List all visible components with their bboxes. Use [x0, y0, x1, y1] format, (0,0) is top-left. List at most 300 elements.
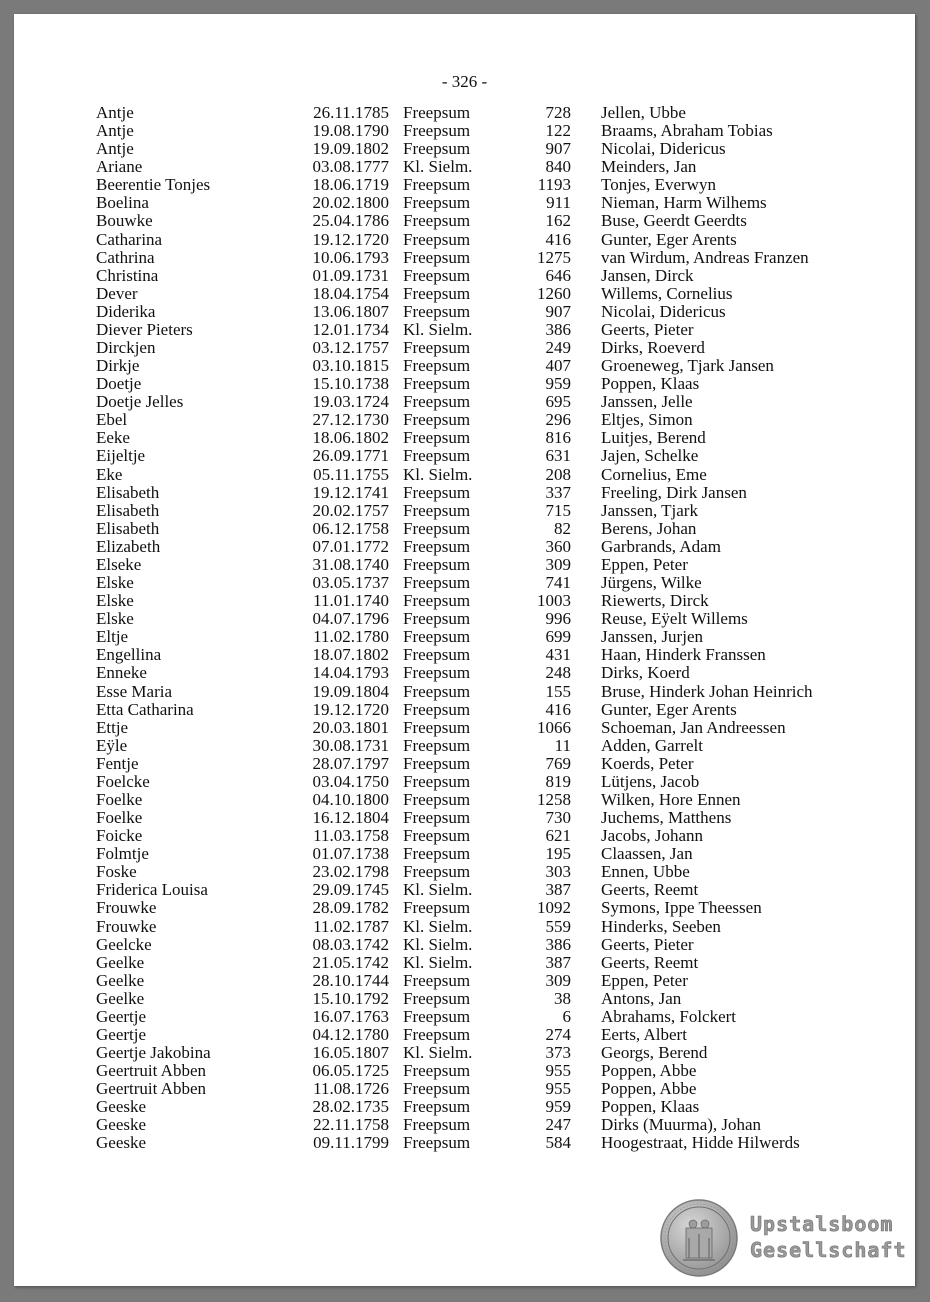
- entry-place: Freepsum: [403, 1006, 471, 1026]
- entry-name: Antje: [96, 139, 134, 159]
- entry-place: Freepsum: [403, 609, 471, 629]
- watermark: [659, 1198, 919, 1278]
- entry-name: Geertje: [96, 1024, 147, 1044]
- entry-name: Geertruit Abben: [96, 1061, 206, 1081]
- entry-row: [96, 863, 856, 881]
- entry-place: Freepsum: [403, 247, 471, 267]
- entry-date: 19.08.1790: [312, 121, 389, 141]
- entry-row: [96, 664, 856, 682]
- entry-date: 18.06.1719: [312, 175, 389, 195]
- entry-row: [96, 1116, 856, 1134]
- seal-icon: [659, 1198, 739, 1278]
- entry-name: Geelke: [96, 970, 145, 990]
- entry-place: Freepsum: [403, 410, 471, 430]
- entry-name: Foicke: [96, 826, 143, 846]
- entry-name: Doetje: [96, 374, 142, 394]
- entry-number: 309: [545, 554, 571, 574]
- entry-date: 04.10.1800: [312, 789, 389, 809]
- entry-number: 907: [545, 301, 571, 321]
- entry-name: Dever: [96, 283, 138, 303]
- entry-number: 559: [545, 916, 571, 936]
- entry-row: [96, 538, 856, 556]
- entry-name: Geertje Jakobina: [96, 1043, 211, 1063]
- entry-date: 26.09.1771: [312, 446, 389, 466]
- entry-row: [96, 285, 856, 303]
- entry-place: Freepsum: [403, 338, 471, 358]
- entry-date: 20.03.1801: [312, 717, 389, 737]
- entry-row: [96, 375, 856, 393]
- entry-name: Dirckjen: [96, 338, 156, 358]
- entry-row: [96, 502, 856, 520]
- entry-place: Freepsum: [403, 500, 471, 520]
- page-number: - 326 -: [441, 72, 488, 91]
- entry-name: Elisabeth: [96, 518, 160, 538]
- entry-place: Freepsum: [403, 265, 471, 285]
- entry-parent: Poppen, Klaas: [601, 1097, 700, 1117]
- entry-name: Fentje: [96, 753, 139, 773]
- entry-row: [96, 737, 856, 755]
- entry-date: 04.07.1796: [312, 609, 389, 629]
- entry-place: Freepsum: [403, 446, 471, 466]
- entry-number: 386: [545, 319, 571, 339]
- entry-parent: Ennen, Ubbe: [601, 862, 690, 882]
- entry-name: Foske: [96, 862, 137, 882]
- entry-parent: Braams, Abraham Tobias: [601, 121, 773, 141]
- entry-parent: Jellen, Ubbe: [601, 103, 686, 122]
- entry-number: 1258: [537, 789, 571, 809]
- entry-date: 09.11.1799: [313, 1133, 389, 1153]
- entry-name: Elizabeth: [96, 536, 161, 556]
- entry-row: [96, 466, 856, 484]
- entry-name: Eÿle: [96, 735, 128, 755]
- entry-name: Elske: [96, 573, 134, 593]
- entry-row: [96, 447, 856, 465]
- entry-date: 03.05.1737: [312, 573, 389, 593]
- entry-place: Freepsum: [403, 988, 471, 1008]
- register-entries: [96, 104, 856, 1153]
- entry-row: [96, 484, 856, 502]
- entry-name: Geeske: [96, 1097, 147, 1117]
- entry-place: Freepsum: [403, 826, 471, 846]
- entry-parent: Garbrands, Adam: [601, 536, 721, 556]
- entry-number: 407: [545, 356, 571, 376]
- entry-date: 03.12.1757: [312, 338, 389, 358]
- watermark-line-2: Gesellschaft: [750, 1238, 907, 1262]
- entry-name: Beerentie Tonjes: [96, 175, 211, 195]
- entry-parent: Janssen, Jurjen: [601, 627, 703, 647]
- entry-number: 309: [545, 970, 571, 990]
- entry-date: 06.12.1758: [312, 518, 389, 538]
- entry-row: [96, 881, 856, 899]
- entry-row: [96, 339, 856, 357]
- entry-row: [96, 773, 856, 791]
- entry-place: Freepsum: [403, 862, 471, 882]
- entry-row: [96, 249, 856, 267]
- entry-number: 360: [545, 536, 571, 556]
- entry-number: 1092: [537, 898, 571, 918]
- entry-row: [96, 646, 856, 664]
- entry-parent: Riewerts, Dirck: [601, 591, 709, 611]
- entry-place: Freepsum: [403, 175, 471, 195]
- entry-name: Geertje: [96, 1006, 147, 1026]
- entry-name: Foelke: [96, 789, 143, 809]
- entry-place: Kl. Sielm.: [403, 934, 473, 954]
- entry-name: Frouwke: [96, 898, 157, 918]
- entry-parent: Gunter, Eger Arents: [601, 229, 737, 249]
- entry-date: 20.02.1757: [312, 500, 389, 520]
- entry-place: Kl. Sielm.: [403, 157, 473, 177]
- entry-row: [96, 936, 856, 954]
- document-page: [14, 14, 915, 1286]
- entry-name: Geelke: [96, 988, 145, 1008]
- entry-place: Freepsum: [403, 103, 471, 122]
- entry-name: Ariane: [96, 157, 143, 177]
- entry-place: Freepsum: [403, 898, 471, 918]
- entry-date: 20.02.1800: [312, 193, 389, 213]
- entry-parent: Willems, Cornelius: [601, 283, 733, 303]
- entry-row: [96, 574, 856, 592]
- entry-number: 373: [545, 1043, 571, 1063]
- entry-number: 955: [545, 1061, 571, 1081]
- entry-row: [96, 791, 856, 809]
- entry-place: Freepsum: [403, 211, 471, 231]
- entry-number: 155: [545, 681, 571, 701]
- entry-place: Freepsum: [403, 356, 471, 376]
- entry-row: [96, 809, 856, 827]
- entry-date: 10.06.1793: [312, 247, 389, 267]
- entry-parent: Geerts, Reemt: [601, 952, 699, 972]
- entry-number: 195: [545, 844, 571, 864]
- entry-date: 18.06.1802: [312, 428, 389, 448]
- entry-name: Elske: [96, 591, 134, 611]
- entry-row: [96, 1008, 856, 1026]
- entry-parent: Abrahams, Folckert: [601, 1006, 737, 1026]
- entry-parent: Koerds, Peter: [601, 753, 694, 773]
- entry-place: Freepsum: [403, 229, 471, 249]
- entry-row: [96, 429, 856, 447]
- entry-date: 22.11.1758: [313, 1115, 389, 1135]
- entry-place: Freepsum: [403, 753, 471, 773]
- entry-name: Christina: [96, 265, 159, 285]
- entry-row: [96, 556, 856, 574]
- entry-parent: Jansen, Dirck: [601, 265, 694, 285]
- entry-date: 28.09.1782: [312, 898, 389, 918]
- entry-number: 907: [545, 139, 571, 159]
- entry-name: Elisabeth: [96, 482, 160, 502]
- entry-date: 18.04.1754: [312, 283, 389, 303]
- entry-name: Geelcke: [96, 934, 152, 954]
- entry-number: 122: [545, 121, 571, 141]
- entry-place: Freepsum: [403, 844, 471, 864]
- entry-row: [96, 628, 856, 646]
- entry-parent: Symons, Ippe Theessen: [601, 898, 762, 918]
- entry-place: Freepsum: [403, 374, 471, 394]
- entry-number: 646: [545, 265, 571, 285]
- entry-number: 1260: [537, 283, 571, 303]
- entry-date: 11.08.1726: [313, 1079, 389, 1099]
- entry-name: Boelina: [96, 193, 149, 213]
- entry-number: 840: [545, 157, 571, 177]
- entry-number: 911: [546, 193, 571, 213]
- entry-row: [96, 701, 856, 719]
- entry-date: 07.01.1772: [312, 536, 389, 556]
- entry-parent: Nieman, Harm Wilhems: [601, 193, 767, 213]
- entry-place: Freepsum: [403, 1079, 471, 1099]
- entry-place: Freepsum: [403, 482, 471, 502]
- entry-number: 959: [545, 1097, 571, 1117]
- entry-place: Freepsum: [403, 283, 471, 303]
- entry-number: 337: [545, 482, 571, 502]
- entry-number: 6: [562, 1006, 571, 1026]
- entry-date: 15.10.1738: [312, 374, 389, 394]
- entry-date: 28.10.1744: [312, 970, 389, 990]
- entry-parent: Hinderks, Seeben: [601, 916, 721, 936]
- entry-parent: Hoogestraat, Hidde Hilwerds: [601, 1133, 800, 1153]
- entry-number: 1193: [537, 175, 571, 195]
- entry-number: 247: [545, 1115, 571, 1135]
- entry-name: Eke: [96, 464, 123, 484]
- entry-row: [96, 194, 856, 212]
- entry-parent: Jacobs, Johann: [601, 826, 703, 846]
- entry-place: Freepsum: [403, 591, 471, 611]
- entry-date: 03.10.1815: [312, 356, 389, 376]
- entry-row: [96, 1044, 856, 1062]
- entry-number: 1066: [537, 717, 571, 737]
- entry-row: [96, 176, 856, 194]
- entry-number: 248: [545, 663, 571, 683]
- entry-parent: van Wirdum, Andreas Franzen: [601, 247, 809, 267]
- entry-name: Doetje Jelles: [96, 392, 184, 412]
- entry-place: Freepsum: [403, 121, 471, 141]
- entry-name: Elske: [96, 609, 134, 629]
- entry-number: 82: [554, 518, 571, 538]
- entry-place: Kl. Sielm.: [403, 319, 473, 339]
- entry-name: Cathrina: [96, 247, 155, 267]
- entry-name: Ebel: [96, 410, 128, 430]
- entry-parent: Georgs, Berend: [601, 1043, 708, 1063]
- entry-date: 31.08.1740: [312, 554, 389, 574]
- entry-place: Freepsum: [403, 1097, 471, 1117]
- entry-place: Freepsum: [403, 536, 471, 556]
- entry-row: [96, 592, 856, 610]
- entry-number: 621: [545, 826, 571, 846]
- entry-name: Etta Catharina: [96, 699, 194, 719]
- entry-name: Geertruit Abben: [96, 1079, 206, 1099]
- entry-place: Freepsum: [403, 1024, 471, 1044]
- entry-parent: Jürgens, Wilke: [601, 573, 702, 593]
- entry-number: 416: [545, 229, 571, 249]
- entry-date: 05.11.1755: [313, 464, 389, 484]
- entry-name: Antje: [96, 103, 134, 122]
- entry-name: Geeske: [96, 1115, 147, 1135]
- entry-parent: Eppen, Peter: [601, 554, 688, 574]
- entry-parent: Haan, Hinderk Franssen: [601, 645, 766, 665]
- entry-parent: Tonjes, Everwyn: [601, 175, 716, 195]
- entry-row: [96, 755, 856, 773]
- entry-date: 29.09.1745: [312, 880, 389, 900]
- entry-row: [96, 520, 856, 538]
- entry-row: [96, 411, 856, 429]
- entry-parent: Buse, Geerdt Geerdts: [601, 211, 747, 231]
- entry-number: 11: [554, 735, 571, 755]
- entry-parent: Eerts, Albert: [601, 1024, 687, 1044]
- entry-place: Freepsum: [403, 1115, 471, 1135]
- entry-row: [96, 357, 856, 375]
- entry-parent: Jajen, Schelke: [601, 446, 699, 466]
- entry-date: 19.09.1804: [312, 681, 389, 701]
- entry-name: Frouwke: [96, 916, 157, 936]
- entry-row: [96, 918, 856, 936]
- entry-place: Freepsum: [403, 518, 471, 538]
- entry-place: Freepsum: [403, 428, 471, 448]
- entry-number: 631: [545, 446, 571, 466]
- entry-date: 03.04.1750: [312, 771, 389, 791]
- entry-date: 15.10.1792: [312, 988, 389, 1008]
- entry-date: 25.04.1786: [312, 211, 389, 231]
- entry-number: 699: [545, 627, 571, 647]
- entry-row: [96, 610, 856, 628]
- entry-name: Geeske: [96, 1133, 147, 1153]
- entry-row: [96, 1134, 856, 1152]
- entry-name: Foelke: [96, 808, 143, 828]
- entry-date: 21.05.1742: [312, 952, 389, 972]
- entry-number: 387: [545, 880, 571, 900]
- entry-parent: Janssen, Tjark: [601, 500, 698, 520]
- entry-number: 162: [545, 211, 571, 231]
- entry-row: [96, 158, 856, 176]
- entry-date: 11.01.1740: [313, 591, 389, 611]
- entry-date: 19.12.1720: [312, 699, 389, 719]
- entry-date: 13.06.1807: [312, 301, 389, 321]
- entry-date: 03.08.1777: [312, 157, 389, 177]
- entry-parent: Eppen, Peter: [601, 970, 688, 990]
- entry-parent: Lütjens, Jacob: [601, 771, 700, 791]
- entry-number: 816: [545, 428, 571, 448]
- entry-row: [96, 212, 856, 230]
- entry-date: 19.12.1720: [312, 229, 389, 249]
- entry-row: [96, 1080, 856, 1098]
- entry-date: 01.07.1738: [312, 844, 389, 864]
- entry-parent: Nicolai, Didericus: [601, 139, 726, 159]
- entry-name: Catharina: [96, 229, 163, 249]
- entry-date: 11.03.1758: [313, 826, 389, 846]
- entry-row: [96, 393, 856, 411]
- entry-date: 19.03.1724: [312, 392, 389, 412]
- entry-place: Freepsum: [403, 699, 471, 719]
- entry-date: 11.02.1780: [313, 627, 389, 647]
- entry-row: [96, 231, 856, 249]
- entry-name: Esse Maria: [96, 681, 173, 701]
- watermark-line-1: Upstalsboom: [750, 1212, 894, 1236]
- entry-date: 18.07.1802: [312, 645, 389, 665]
- entry-number: 386: [545, 934, 571, 954]
- entry-date: 19.12.1741: [312, 482, 389, 502]
- entry-place: Freepsum: [403, 645, 471, 665]
- entry-parent: Poppen, Abbe: [601, 1061, 697, 1081]
- entry-place: Freepsum: [403, 663, 471, 683]
- entry-number: 728: [545, 103, 571, 122]
- entry-parent: Dirks (Muurma), Johan: [601, 1115, 762, 1135]
- entry-number: 819: [545, 771, 571, 791]
- entry-name: Eltje: [96, 627, 129, 647]
- entry-name: Diderika: [96, 301, 156, 321]
- entry-place: Freepsum: [403, 573, 471, 593]
- entry-parent: Luitjes, Berend: [601, 428, 706, 448]
- entry-row: [96, 1062, 856, 1080]
- entry-place: Kl. Sielm.: [403, 1043, 473, 1063]
- entry-place: Freepsum: [403, 627, 471, 647]
- entry-place: Kl. Sielm.: [403, 916, 473, 936]
- entry-parent: Juchems, Matthens: [601, 808, 732, 828]
- entry-row: [96, 104, 856, 122]
- entry-parent: Dirks, Koerd: [601, 663, 690, 683]
- entry-row: [96, 122, 856, 140]
- entry-number: 584: [545, 1133, 571, 1153]
- entry-row: [96, 140, 856, 158]
- entry-number: 730: [545, 808, 571, 828]
- entry-place: Freepsum: [403, 554, 471, 574]
- entry-row: [96, 899, 856, 917]
- entry-place: Kl. Sielm.: [403, 880, 473, 900]
- entry-name: Eijeltje: [96, 446, 146, 466]
- entry-date: 27.12.1730: [312, 410, 389, 430]
- entry-date: 14.04.1793: [312, 663, 389, 683]
- entry-number: 955: [545, 1079, 571, 1099]
- entry-name: Eeke: [96, 428, 130, 448]
- entry-row: [96, 1026, 856, 1044]
- entry-parent: Geerts, Reemt: [601, 880, 699, 900]
- entry-parent: Geerts, Pieter: [601, 319, 694, 339]
- entry-date: 16.07.1763: [312, 1006, 389, 1026]
- entry-name: Enneke: [96, 663, 147, 683]
- entry-number: 431: [545, 645, 571, 665]
- entry-parent: Cornelius, Eme: [601, 464, 707, 484]
- entry-parent: Nicolai, Didericus: [601, 301, 726, 321]
- entry-name: Engellina: [96, 645, 162, 665]
- entry-place: Freepsum: [403, 681, 471, 701]
- entry-place: Freepsum: [403, 808, 471, 828]
- entry-place: Freepsum: [403, 301, 471, 321]
- entry-place: Freepsum: [403, 193, 471, 213]
- entry-row: [96, 972, 856, 990]
- entry-date: 12.01.1734: [312, 319, 389, 339]
- entry-date: 28.07.1797: [312, 753, 389, 773]
- entry-row: [96, 267, 856, 285]
- entry-place: Freepsum: [403, 771, 471, 791]
- entry-date: 16.12.1804: [312, 808, 389, 828]
- entry-date: 19.09.1802: [312, 139, 389, 159]
- entry-number: 715: [545, 500, 571, 520]
- entry-number: 1003: [537, 591, 571, 611]
- entry-number: 274: [545, 1024, 571, 1044]
- entry-row: [96, 321, 856, 339]
- entry-place: Freepsum: [403, 717, 471, 737]
- entry-number: 769: [545, 753, 571, 773]
- entry-place: Freepsum: [403, 970, 471, 990]
- entry-name: Folmtje: [96, 844, 149, 864]
- entry-date: 23.02.1798: [312, 862, 389, 882]
- entry-parent: Freeling, Dirk Jansen: [601, 482, 747, 502]
- entry-row: [96, 303, 856, 321]
- entry-name: Bouwke: [96, 211, 153, 231]
- entry-date: 28.02.1735: [312, 1097, 389, 1117]
- entry-name: Friderica Louisa: [96, 880, 208, 900]
- entry-row: [96, 827, 856, 845]
- entry-row: [96, 1098, 856, 1116]
- entry-number: 996: [545, 609, 571, 629]
- entry-row: [96, 845, 856, 863]
- entry-number: 387: [545, 952, 571, 972]
